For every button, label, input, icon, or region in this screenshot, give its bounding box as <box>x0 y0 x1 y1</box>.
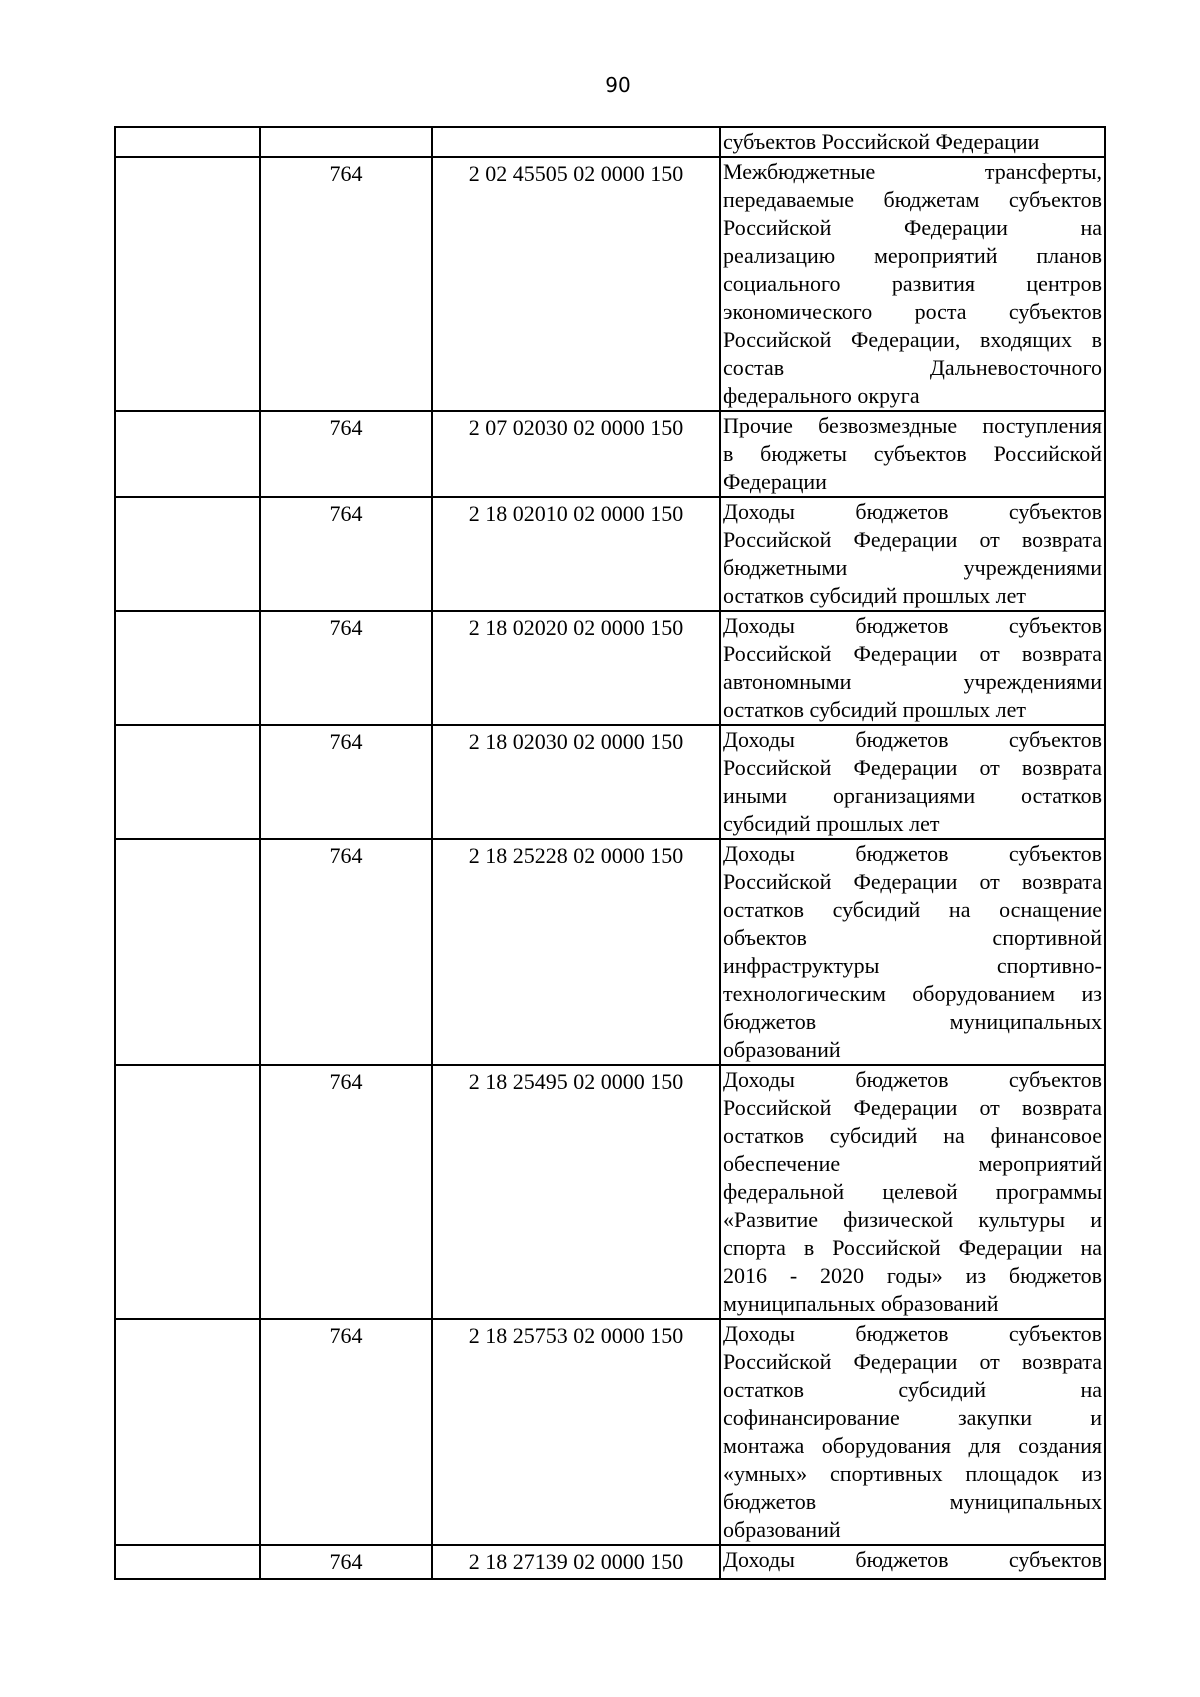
description-line: автономными учреждениями <box>723 669 1102 694</box>
description-line: Межбюджетные трансферты, <box>723 159 1102 184</box>
revenue-description-cell <box>720 611 1105 725</box>
description-line: Доходы бюджетов субъектов <box>723 1547 1102 1572</box>
description-line: Российской Федерации от возврата <box>723 1095 1102 1120</box>
administrator-code-cell: 764 <box>260 411 432 497</box>
description-line: Российской Федерации на <box>723 215 1102 240</box>
table-row <box>115 725 1105 839</box>
table-row <box>115 1545 1105 1579</box>
description-line: образований <box>723 1037 841 1062</box>
table-row <box>115 497 1105 611</box>
administrator-code-cell: 764 <box>260 1065 432 1319</box>
page-number: 90 <box>605 73 631 97</box>
description-line: софинансирование закупки и <box>723 1405 1102 1430</box>
empty-cell <box>115 497 260 611</box>
description-line: федеральной целевой программы <box>723 1179 1102 1204</box>
administrator-code-cell: 764 <box>260 611 432 725</box>
revenue-code-cell <box>432 127 720 157</box>
revenue-code-cell: 2 18 02010 02 0000 150 <box>432 497 720 611</box>
administrator-code-cell <box>260 127 432 157</box>
table-row <box>115 611 1105 725</box>
revenue-code-cell: 2 18 25228 02 0000 150 <box>432 839 720 1065</box>
description-line: Доходы бюджетов субъектов <box>723 499 1102 524</box>
empty-cell <box>115 1545 260 1579</box>
description-line: «умных» спортивных площадок из <box>723 1461 1102 1486</box>
description-line: Доходы бюджетов субъектов <box>723 1321 1102 1346</box>
description-line: спорта в Российской Федерации на <box>723 1235 1102 1260</box>
revenue-description-cell <box>720 157 1105 411</box>
empty-cell <box>115 127 260 157</box>
revenue-code-cell: 2 18 02020 02 0000 150 <box>432 611 720 725</box>
description-line: Прочие безвозмездные поступления <box>723 413 1102 438</box>
administrator-code-cell: 764 <box>260 157 432 411</box>
description-line: технологическим оборудованием из <box>723 981 1102 1006</box>
description-line: образований <box>723 1517 841 1542</box>
description-line: монтажа оборудования для создания <box>723 1433 1102 1458</box>
description-line: Российской Федерации от возврата <box>723 527 1102 552</box>
table-row <box>115 1319 1105 1545</box>
description-line: Доходы бюджетов субъектов <box>723 727 1102 752</box>
description-line: федерального округа <box>723 383 920 408</box>
description-line: Доходы бюджетов субъектов <box>723 1067 1102 1092</box>
administrator-code-cell: 764 <box>260 497 432 611</box>
administrator-code-cell: 764 <box>260 1319 432 1545</box>
revenue-code-cell: 2 18 02030 02 0000 150 <box>432 725 720 839</box>
description-line: Федерации <box>723 469 827 494</box>
description-line: 2016 - 2020 годы» из бюджетов <box>723 1263 1102 1288</box>
description-line: остатков субсидий прошлых лет <box>723 697 1026 722</box>
table-row <box>115 1065 1105 1319</box>
description-line: бюджетов муниципальных <box>723 1009 1102 1034</box>
description-line: остатков субсидий на финансовое <box>723 1123 1102 1148</box>
description-line: объектов спортивной <box>723 925 1102 950</box>
description-line: в бюджеты субъектов Российской <box>723 441 1102 466</box>
revenue-description-cell <box>720 411 1105 497</box>
empty-cell <box>115 839 260 1065</box>
administrator-code-cell: 764 <box>260 725 432 839</box>
description-line: состав Дальневосточного <box>723 355 1102 380</box>
description-line: Российской Федерации, входящих в <box>723 327 1102 352</box>
revenue-description-cell <box>720 1545 1105 1579</box>
description-line: муниципальных образований <box>723 1291 999 1316</box>
empty-cell <box>115 157 260 411</box>
empty-cell <box>115 611 260 725</box>
description-line: субсидий прошлых лет <box>723 811 940 836</box>
revenue-code-cell: 2 02 45505 02 0000 150 <box>432 157 720 411</box>
revenue-description-cell <box>720 1065 1105 1319</box>
description-line: инфраструктуры спортивно- <box>723 953 1102 978</box>
revenue-code-cell: 2 18 25495 02 0000 150 <box>432 1065 720 1319</box>
revenue-description-cell <box>720 127 1105 157</box>
description-line: обеспечение мероприятий <box>723 1151 1102 1176</box>
description-line: реализацию мероприятий планов <box>723 243 1102 268</box>
table-row <box>115 127 1105 157</box>
description-line: субъектов Российской Федерации <box>723 129 1040 154</box>
revenue-code-cell: 2 18 27139 02 0000 150 <box>432 1545 720 1579</box>
administrator-code-cell: 764 <box>260 1545 432 1579</box>
description-line: остатков субсидий на оснащение <box>723 897 1102 922</box>
description-line: Российской Федерации от возврата <box>723 869 1102 894</box>
revenue-codes-table <box>114 126 1106 1580</box>
empty-cell <box>115 1065 260 1319</box>
table-row <box>115 839 1105 1065</box>
table-body <box>115 127 1105 1579</box>
empty-cell <box>115 725 260 839</box>
description-line: иными организациями остатков <box>723 783 1102 808</box>
description-line: социального развития центров <box>723 271 1102 296</box>
description-line: бюджетными учреждениями <box>723 555 1102 580</box>
description-line: передаваемые бюджетам субъектов <box>723 187 1102 212</box>
description-line: Доходы бюджетов субъектов <box>723 613 1102 638</box>
table-row <box>115 157 1105 411</box>
description-line: Доходы бюджетов субъектов <box>723 841 1102 866</box>
administrator-code-cell: 764 <box>260 839 432 1065</box>
revenue-description-cell <box>720 725 1105 839</box>
revenue-code-cell: 2 18 25753 02 0000 150 <box>432 1319 720 1545</box>
table-row <box>115 411 1105 497</box>
revenue-code-cell: 2 07 02030 02 0000 150 <box>432 411 720 497</box>
empty-cell <box>115 411 260 497</box>
description-line: Российской Федерации от возврата <box>723 641 1102 666</box>
description-line: остатков субсидий прошлых лет <box>723 583 1026 608</box>
description-line: бюджетов муниципальных <box>723 1489 1102 1514</box>
description-line: Российской Федерации от возврата <box>723 755 1102 780</box>
revenue-description-cell <box>720 839 1105 1065</box>
description-line: Российской Федерации от возврата <box>723 1349 1102 1374</box>
empty-cell <box>115 1319 260 1545</box>
description-line: остатков субсидий на <box>723 1377 1102 1402</box>
revenue-description-cell <box>720 497 1105 611</box>
description-line: экономического роста субъектов <box>723 299 1102 324</box>
description-line: «Развитие физической культуры и <box>723 1207 1102 1232</box>
revenue-description-cell <box>720 1319 1105 1545</box>
